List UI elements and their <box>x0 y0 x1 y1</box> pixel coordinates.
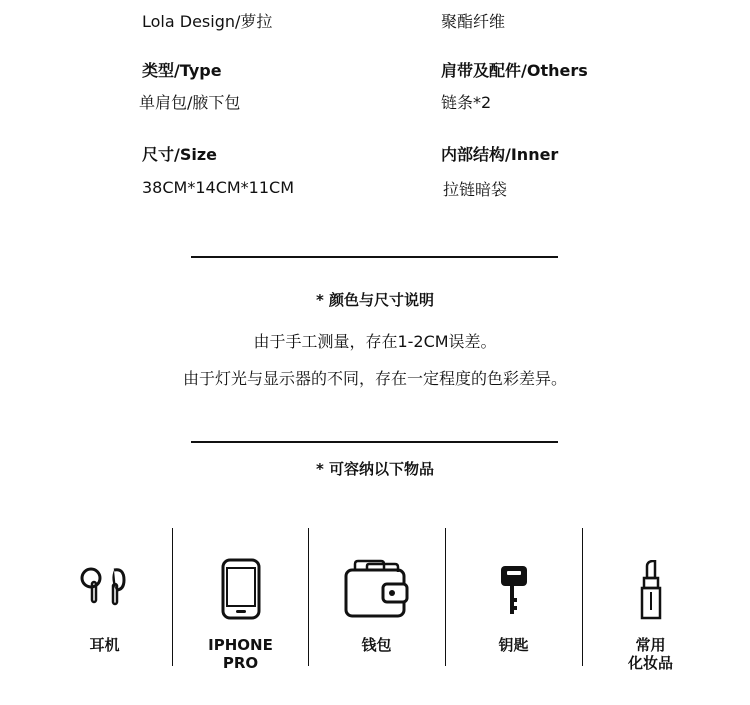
capacity-title: * 可容纳以下物品 <box>315 460 435 478</box>
others-label: 肩带及配件/Others <box>441 61 588 80</box>
earphones-icon <box>80 560 130 608</box>
note-measurement: 由于手工测量，存在1-2CM误差。 <box>253 332 497 351</box>
capacity-item-cosmetics <box>582 528 719 672</box>
capacity-items <box>36 528 726 672</box>
size-value: 38CM*14CM*11CM <box>142 178 295 197</box>
item-label: 钱包 <box>361 636 392 654</box>
divider-top <box>191 256 558 258</box>
lipstick-icon <box>639 560 663 620</box>
note-color-difference: 由于灯光与显示器的不同，存在一定程度的色彩差异。 <box>182 369 567 388</box>
divider-bottom <box>191 441 558 443</box>
item-label: 钥匙 <box>498 636 529 654</box>
capacity-item-earphones <box>36 528 173 668</box>
phone-icon <box>221 558 261 620</box>
others-value: 链条*2 <box>441 93 492 112</box>
capacity-item-key <box>445 528 582 668</box>
size-label: 尺寸/Size <box>142 145 218 164</box>
item-label: 耳机 <box>89 636 120 654</box>
color-size-title: * 颜色与尺寸说明 <box>315 291 435 309</box>
type-label: 类型/Type <box>142 61 222 80</box>
inner-value: 拉链暗袋 <box>443 180 508 199</box>
type-value: 单肩包/腋下包 <box>139 93 241 112</box>
key-icon <box>499 564 529 616</box>
material-value: 聚酯纤维 <box>441 12 506 31</box>
brand-value: Lola Design/萝拉 <box>142 12 273 31</box>
inner-label: 内部结构/Inner <box>441 145 559 164</box>
capacity-item-iphone <box>172 528 309 672</box>
capacity-item-wallet <box>308 528 445 668</box>
item-label: IPHONE PRO <box>208 636 273 672</box>
wallet-icon <box>343 558 411 620</box>
item-label: 常用 化妆品 <box>627 636 673 672</box>
